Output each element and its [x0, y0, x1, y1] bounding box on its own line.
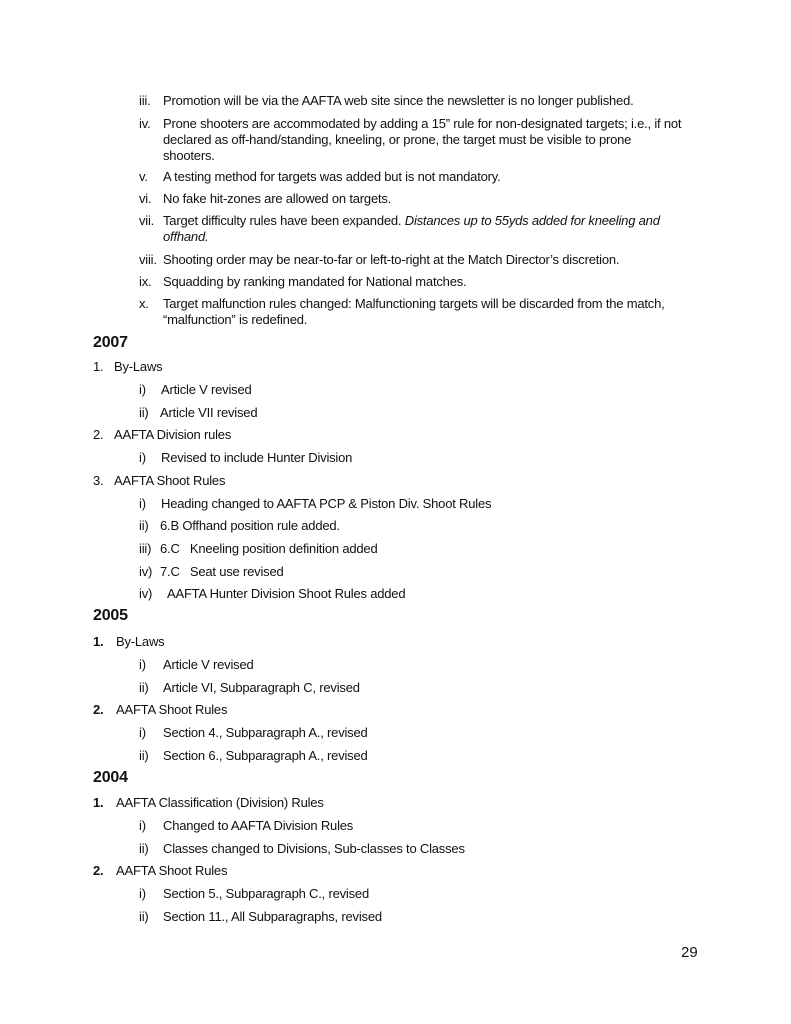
section-heading-2005: 2005	[93, 607, 128, 624]
section-heading-2007: 2007	[93, 334, 128, 351]
section-heading-2004: 2004	[93, 769, 128, 786]
page-number: 29	[681, 944, 698, 961]
document-page: iii. Promotion will be via the AAFTA web site since the newsletter is no longer published. iv. Prone shooters are accommodated by adding a 15” rule for non-designated targets; i.e., if not declared as off-hand/standing, kneeling, or prone, the target must be visible to prone shooters. v. A testing method for targets was added but is not mandatory. vi. No fake hit-zones are allowed on targets. vii. Target difficulty rules have been expanded. Distances up to 55yds added for kneeling and offhand. viii. Shooting order may be near-to-far or left-to-right at the Match Director’s discretion. ix. Squadding by ranking mandated for National matches. x. Target malfunction rules changed: Malfunctioning targets will be discarded from the match, “malfunction” is redefined. 2007 1. By-Laws i) Article V revised ii) Article VII revised 2. AAFTA Division rules i) Revised to include Hunter Division 3. AAFTA Shoot Rules i) Heading changed to AAFTA PCP & Piston Div. Shoot Rules ii) 6.B Offhand position rule added. iii) 6.C Kneeling position definition added iv) 7.C Seat use revised iv) AAFTA Hunter Division Shoot Rules added 2005 1. By-Laws i) Article V revised ii) Article VI, Subparagraph C, revised 2. AAFTA Shoot Rules i) Section 4., Subparagraph A., revised ii) Section 6., Subparagraph A., revised 2004 1. AAFTA Classification (Division) Rules i) Changed to AAFTA Division Rules ii) Classes changed to Divisions, Sub-classes to Classes 2. AAFTA Shoot Rules i) Section 5., Subparagraph C., revised ii) Section 11., All Subparagraphs, revised 29	[93, 93, 698, 961]
